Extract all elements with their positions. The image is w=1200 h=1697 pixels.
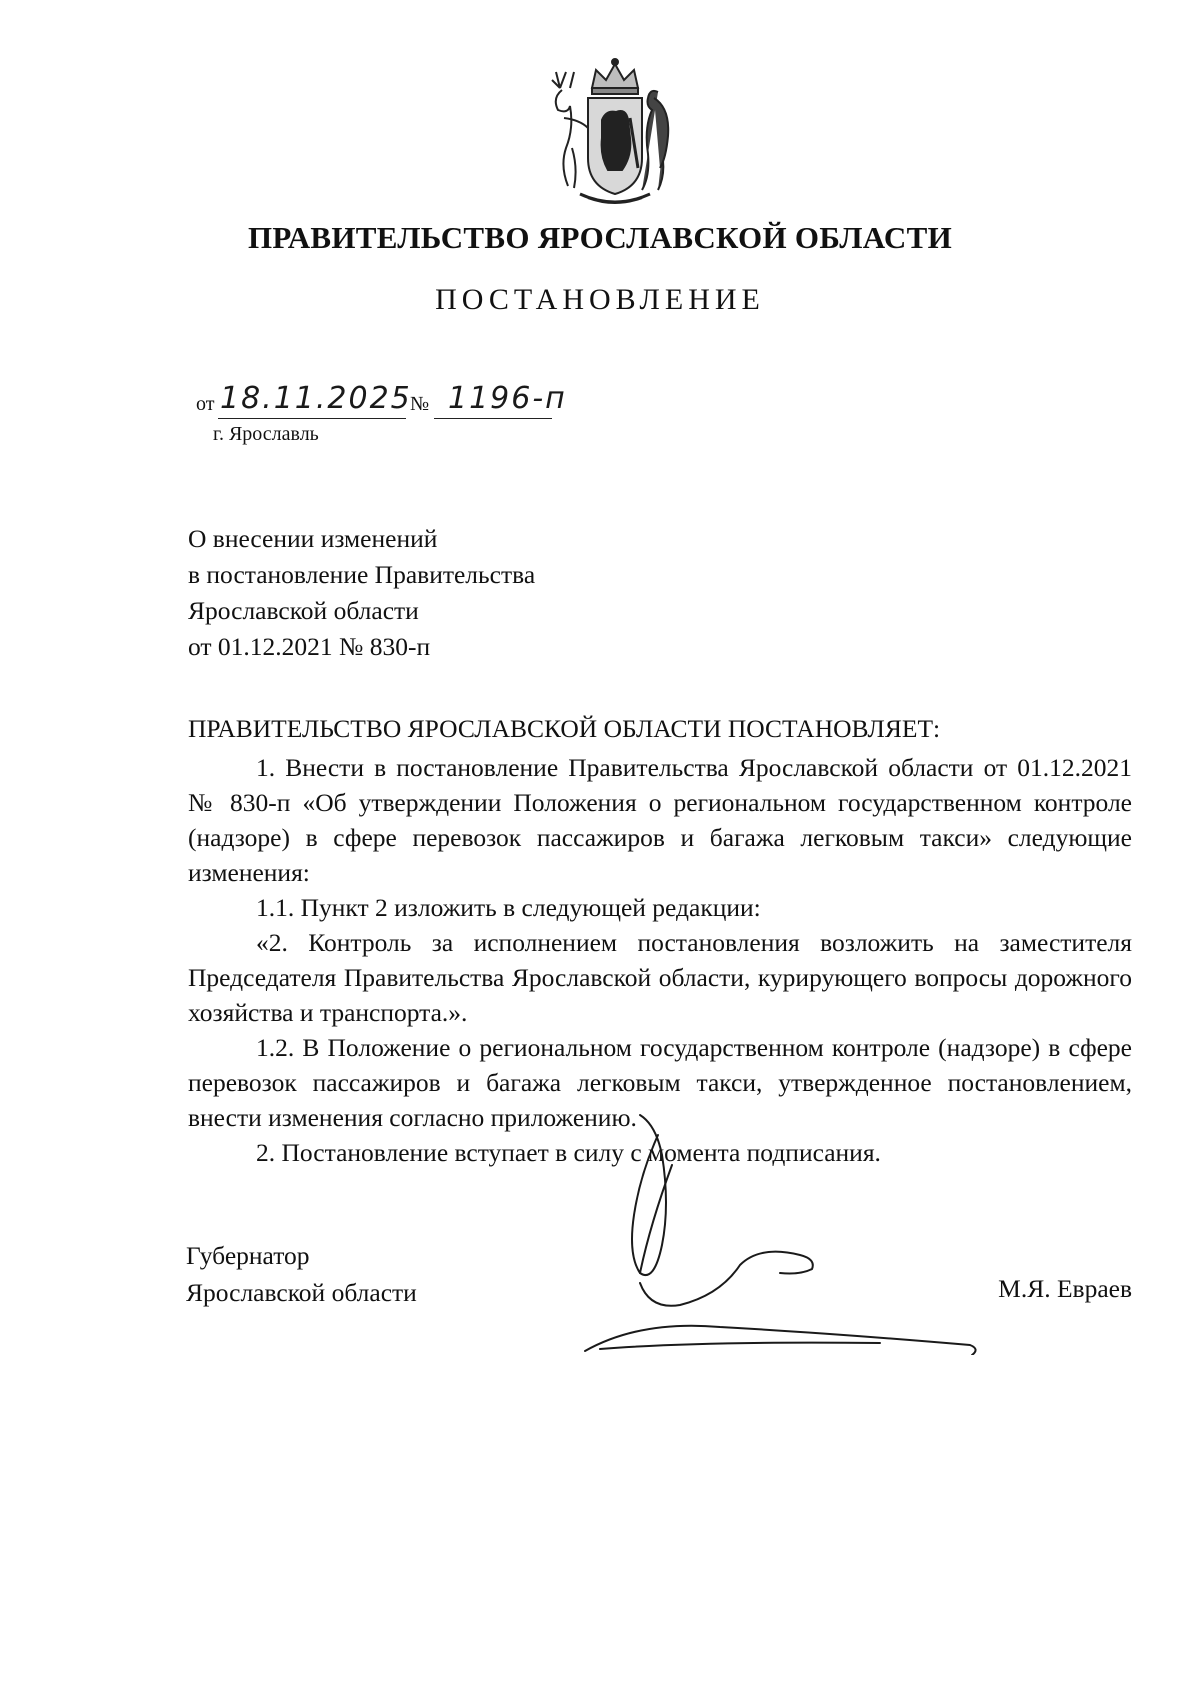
date-prefix: от	[196, 393, 215, 415]
number-underline	[434, 418, 552, 420]
subject-line: О внесении изменений	[188, 524, 438, 553]
handwritten-signature	[580, 1105, 1020, 1355]
signatory-position	[186, 1237, 417, 1311]
body-paragraph: 1. Внести в постановление Правительства Ярославской области от 01.12.2021 № 830-п «Об утверждении Положения о региональном государственном контроле (надзоре) в сфере перевозок пассажиров и багажа легковым такси» следующие изменения:	[188, 753, 1132, 887]
subject-line: в постановление Правительства	[188, 560, 536, 589]
subject-line: от 01.12.2021 № 830-п	[188, 632, 431, 661]
city-label: г. Ярославль	[213, 423, 319, 445]
body-paragraph: 1.1. Пункт 2 изложить в следующей редакции:	[256, 893, 761, 922]
body-paragraph: 2. Постановление вступает в силу с момента подписания.	[256, 1138, 881, 1167]
body-paragraph: «2. Контроль за исполнением постановления возложить на заместителя Председателя Правительства Ярославской области, курирующего вопросы дорожного хозяйства и транспорта.».	[188, 928, 1132, 1027]
coat-of-arms-icon	[530, 58, 700, 208]
organization-title: ПРАВИТЕЛЬСТВО ЯРОСЛАВСКОЙ ОБЛАСТИ	[248, 220, 952, 255]
document-type: ПОСТАНОВЛЕНИЕ	[435, 283, 765, 316]
body-paragraph: 1.2. В Положение о региональном государственном контроле (надзоре) в сфере перевозок пассажиров и багажа легковым такси, утвержденное постановлением, внести изменения согласно приложению.	[188, 1033, 1132, 1132]
subject-line: Ярославской области	[188, 596, 419, 625]
document-subject	[188, 521, 708, 665]
signatory-name: М.Я. Евраев	[998, 1274, 1132, 1303]
handwritten-number: 1196-п	[448, 381, 567, 416]
position-line: Губернатор	[186, 1241, 310, 1270]
handwritten-date: 18.11.2025	[220, 381, 412, 416]
position-line: Ярославской области	[186, 1278, 417, 1307]
date-underline	[218, 418, 406, 420]
resolution-lead: ПРАВИТЕЛЬСТВО ЯРОСЛАВСКОЙ ОБЛАСТИ ПОСТАНОВЛЯЕТ:	[188, 714, 941, 743]
number-prefix: №	[410, 393, 430, 415]
